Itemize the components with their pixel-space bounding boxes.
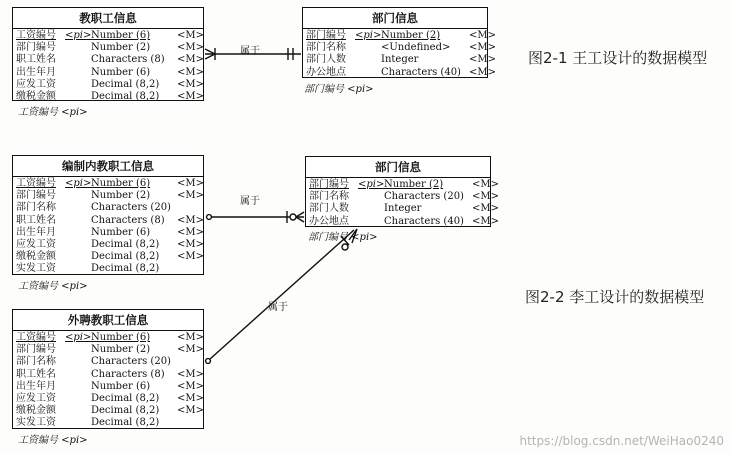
attribute-type: Characters (20) <box>384 191 464 203</box>
mandatory-tag: <M> <box>472 215 499 227</box>
attribute-type: Number (6) <box>91 178 151 189</box>
primary-identifier-tag: <pi> <box>65 30 92 41</box>
attribute-type: Number (2) <box>381 30 441 41</box>
attribute-name: 出生年月 <box>16 66 56 78</box>
attribute-type: Number (2) <box>91 190 151 202</box>
watermark: https://blog.csdn.net/WeiHao0240 <box>519 434 724 448</box>
mandatory-tag: <M> <box>472 191 499 203</box>
attribute-name: 工资编号 <box>16 178 56 189</box>
entity-title: 部门信息 <box>303 8 487 29</box>
attribute-name: 缴税金额 <box>16 90 56 102</box>
mandatory-tag: <M> <box>177 251 204 263</box>
attribute-type: Number (6) <box>91 30 151 41</box>
attribute-name: 工资编号 <box>16 30 56 41</box>
mandatory-tag: <M> <box>469 54 496 66</box>
entity-title: 教职工信息 <box>13 8 203 29</box>
attribute-name: 部门名称 <box>16 202 56 214</box>
mandatory-tag: <M> <box>177 214 204 226</box>
mandatory-tag: <M> <box>472 203 499 215</box>
mandatory-tag: <M> <box>177 226 204 238</box>
attribute-type: <Undefined> <box>381 42 451 54</box>
mandatory-tag: <M> <box>177 405 204 417</box>
attribute-name: 工资编号 <box>16 332 56 343</box>
attribute-name: 职工姓名 <box>16 368 56 380</box>
attribute-type: Decimal (8,2) <box>91 263 160 275</box>
attribute-name: 职工姓名 <box>16 54 56 66</box>
attribute-name: 缴税金额 <box>16 405 56 417</box>
mandatory-tag: <M> <box>177 54 204 66</box>
entity-title: 编制内教职工信息 <box>13 156 203 177</box>
attribute-name: 部门人数 <box>306 54 346 66</box>
primary-identifier-tag: <pi> <box>65 332 92 343</box>
attribute-type: Number (6) <box>91 226 151 238</box>
mandatory-tag: <M> <box>177 90 204 102</box>
entity-title: 部门信息 <box>306 157 490 178</box>
mandatory-tag: <M> <box>177 344 204 356</box>
attribute-name: 部门人数 <box>309 203 349 215</box>
attribute-type: Decimal (8,2) <box>91 392 160 404</box>
identifier-dept-info-2: 部门编号 <pi> <box>308 232 378 243</box>
mandatory-tag: <M> <box>472 179 499 190</box>
caption-fig1: 图2-1 王工设计的数据模型 <box>528 49 708 67</box>
identifier-dept-info-1: 部门编号 <pi> <box>304 84 374 95</box>
attribute-type: Number (2) <box>91 42 151 54</box>
identifier-staff-info: 工资编号 <pi> <box>18 107 88 118</box>
attribute-name: 部门编号 <box>309 179 349 190</box>
attribute-name: 部门编号 <box>16 190 56 202</box>
mandatory-tag: <M> <box>177 66 204 78</box>
mandatory-tag: <M> <box>469 30 496 41</box>
mandatory-tag: <M> <box>177 178 204 189</box>
attribute-type: Characters (8) <box>91 54 165 66</box>
attribute-type: Number (2) <box>91 344 151 356</box>
attribute-name: 实发工资 <box>16 417 56 429</box>
attribute-type: Characters (8) <box>91 368 165 380</box>
attribute-type: Decimal (8,2) <box>91 90 160 102</box>
mandatory-tag: <M> <box>177 238 204 250</box>
attribute-name: 缴税金额 <box>16 251 56 263</box>
attribute-type: Decimal (8,2) <box>91 238 160 250</box>
attribute-type: Characters (20) <box>91 356 171 368</box>
attribute-type: Number (6) <box>91 380 151 392</box>
attribute-name: 部门名称 <box>309 191 349 203</box>
identifier-staff-established: 工资编号 <pi> <box>18 281 88 292</box>
mandatory-tag: <M> <box>177 380 204 392</box>
mandatory-tag: <M> <box>469 66 496 78</box>
relation-label-fig2-bottom: 属于 <box>268 302 288 313</box>
attribute-type: Number (2) <box>384 179 444 190</box>
attribute-type: Decimal (8,2) <box>91 405 160 417</box>
attribute-name: 出生年月 <box>16 380 56 392</box>
mandatory-tag: <M> <box>177 78 204 90</box>
mandatory-tag: <M> <box>469 42 496 54</box>
attribute-type: Characters (20) <box>91 202 171 214</box>
attribute-type: Decimal (8,2) <box>91 78 160 90</box>
attribute-name: 部门名称 <box>16 356 56 368</box>
attribute-name: 部门编号 <box>16 42 56 54</box>
attribute-name: 办公地点 <box>309 215 349 227</box>
primary-identifier-tag: <pi> <box>65 178 92 189</box>
attribute-type: Integer <box>381 54 419 66</box>
entity-title: 外聘教职工信息 <box>13 310 203 331</box>
attribute-type: Number (6) <box>91 66 151 78</box>
attribute-type: Integer <box>384 203 422 215</box>
attribute-name: 部门编号 <box>16 344 56 356</box>
mandatory-tag: <M> <box>177 392 204 404</box>
relationship-line-fig1 <box>205 48 301 60</box>
attribute-type: Decimal (8,2) <box>91 251 160 263</box>
attribute-type: Number (6) <box>91 332 151 343</box>
attribute-name: 实发工资 <box>16 263 56 275</box>
mandatory-tag: <M> <box>177 42 204 54</box>
mandatory-tag: <M> <box>177 30 204 41</box>
attribute-name: 职工姓名 <box>16 214 56 226</box>
attribute-type: Characters (40) <box>384 215 464 227</box>
attribute-name: 出生年月 <box>16 226 56 238</box>
attribute-type: Characters (8) <box>91 214 165 226</box>
attribute-name: 办公地点 <box>306 66 346 78</box>
mandatory-tag: <M> <box>177 190 204 202</box>
caption-fig2: 图2-2 李工设计的数据模型 <box>525 288 705 306</box>
relation-label-fig1: 属于 <box>240 46 260 57</box>
relation-label-fig2-top: 属于 <box>240 196 260 207</box>
attribute-type: Decimal (8,2) <box>91 417 160 429</box>
attribute-name: 应发工资 <box>16 238 56 250</box>
relationship-line-fig2-top <box>207 211 304 223</box>
identifier-staff-external: 工资编号 <pi> <box>18 435 88 446</box>
primary-identifier-tag: <pi> <box>358 179 385 190</box>
attribute-type: Characters (40) <box>381 66 461 78</box>
attribute-name: 部门名称 <box>306 42 346 54</box>
relationship-line-fig2-bottom <box>206 229 357 363</box>
mandatory-tag: <M> <box>177 368 204 380</box>
attribute-name: 部门编号 <box>306 30 346 41</box>
mandatory-tag: <M> <box>177 332 204 343</box>
attribute-name: 应发工资 <box>16 392 56 404</box>
primary-identifier-tag: <pi> <box>355 30 382 41</box>
attribute-name: 应发工资 <box>16 78 56 90</box>
